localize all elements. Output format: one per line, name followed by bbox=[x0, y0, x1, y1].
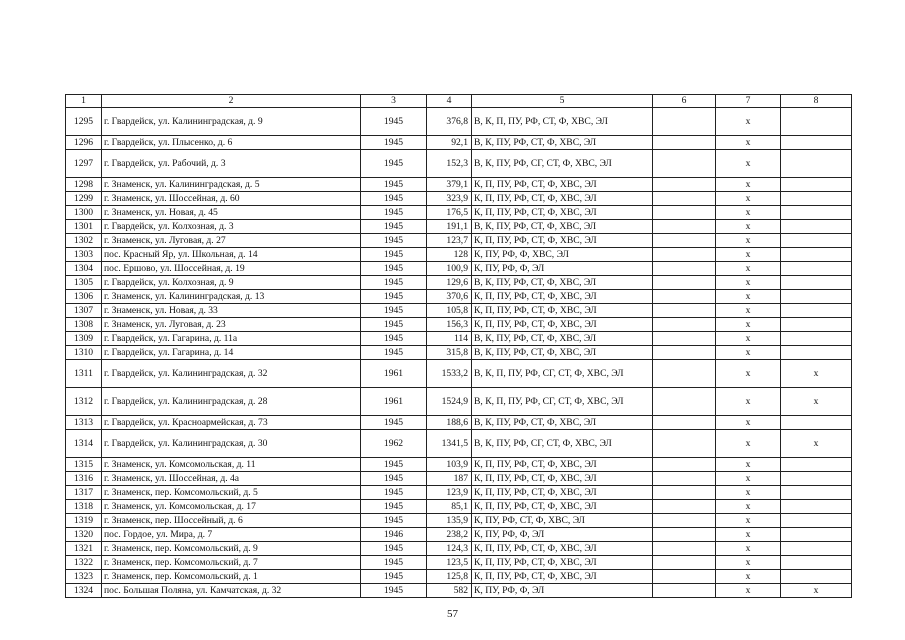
col7-mark-cell: х bbox=[716, 458, 781, 472]
row-number-cell: 1315 bbox=[66, 458, 102, 472]
table-row bbox=[66, 458, 852, 472]
row-number-cell: 1304 bbox=[66, 262, 102, 276]
area-cell: 191,1 bbox=[427, 220, 472, 234]
year-cell: 1945 bbox=[361, 234, 427, 248]
col8-mark-cell bbox=[781, 150, 852, 178]
col8-mark-cell bbox=[781, 556, 852, 570]
area-cell: 114 bbox=[427, 332, 472, 346]
col8-mark-cell bbox=[781, 528, 852, 542]
col7-mark-cell: х bbox=[716, 570, 781, 584]
works-cell: В, К, П, ПУ, РФ, СГ, СТ, Ф, ХВС, ЭЛ bbox=[472, 388, 653, 416]
row-number-cell: 1307 bbox=[66, 304, 102, 318]
col8-mark-cell bbox=[781, 178, 852, 192]
address-cell: г. Знаменск, ул. Комсомольская, д. 17 bbox=[102, 500, 361, 514]
col6-cell bbox=[653, 262, 716, 276]
address-cell: г. Знаменск, ул. Луговая, д. 27 bbox=[102, 234, 361, 248]
address-cell: г. Знаменск, ул. Калининградская, д. 13 bbox=[102, 290, 361, 304]
address-cell: г. Знаменск, пер. Комсомольский, д. 9 bbox=[102, 542, 361, 556]
col8-mark-cell: х bbox=[781, 584, 852, 598]
area-cell: 92,1 bbox=[427, 136, 472, 150]
works-cell: К, П, ПУ, РФ, СТ, Ф, ХВС, ЭЛ bbox=[472, 290, 653, 304]
col6-cell bbox=[653, 556, 716, 570]
row-number-cell: 1296 bbox=[66, 136, 102, 150]
col7-mark-cell: х bbox=[716, 388, 781, 416]
row-number-cell: 1322 bbox=[66, 556, 102, 570]
col7-mark-cell: х bbox=[716, 304, 781, 318]
col8-mark-cell bbox=[781, 136, 852, 150]
address-cell: пос. Ершово, ул. Шоссейная, д. 19 bbox=[102, 262, 361, 276]
works-cell: К, П, ПУ, РФ, СТ, Ф, ХВС, ЭЛ bbox=[472, 192, 653, 206]
document-sheet bbox=[65, 94, 851, 598]
year-cell: 1945 bbox=[361, 514, 427, 528]
area-cell: 124,3 bbox=[427, 542, 472, 556]
works-cell: К, П, ПУ, РФ, СТ, Ф, ХВС, ЭЛ bbox=[472, 458, 653, 472]
year-cell: 1945 bbox=[361, 556, 427, 570]
col8-mark-cell: х bbox=[781, 360, 852, 388]
row-number-cell: 1320 bbox=[66, 528, 102, 542]
col7-mark-cell: х bbox=[716, 500, 781, 514]
col8-mark-cell bbox=[781, 472, 852, 486]
col7-mark-cell: х bbox=[716, 192, 781, 206]
table-row bbox=[66, 500, 852, 514]
col6-cell bbox=[653, 570, 716, 584]
col8-mark-cell: х bbox=[781, 430, 852, 458]
table-row bbox=[66, 108, 852, 136]
col8-mark-cell bbox=[781, 108, 852, 136]
area-cell: 1533,2 bbox=[427, 360, 472, 388]
housing-table bbox=[65, 94, 852, 598]
address-cell: г. Гвардейск, ул. Красноармейская, д. 73 bbox=[102, 416, 361, 430]
year-cell: 1945 bbox=[361, 416, 427, 430]
table-row bbox=[66, 528, 852, 542]
works-cell: К, ПУ, РФ, Ф, ЭЛ bbox=[472, 584, 653, 598]
row-number-cell: 1317 bbox=[66, 486, 102, 500]
table-row bbox=[66, 220, 852, 234]
table-row bbox=[66, 542, 852, 556]
area-cell: 376,8 bbox=[427, 108, 472, 136]
year-cell: 1946 bbox=[361, 528, 427, 542]
works-cell: К, ПУ, РФ, Ф, ЭЛ bbox=[472, 262, 653, 276]
row-number-cell: 1309 bbox=[66, 332, 102, 346]
works-cell: В, К, ПУ, РФ, СГ, СТ, Ф, ХВС, ЭЛ bbox=[472, 150, 653, 178]
works-cell: К, ПУ, РФ, Ф, ЭЛ bbox=[472, 528, 653, 542]
year-cell: 1945 bbox=[361, 206, 427, 220]
area-cell: 100,9 bbox=[427, 262, 472, 276]
col7-mark-cell: х bbox=[716, 234, 781, 248]
col6-cell bbox=[653, 318, 716, 332]
col7-mark-cell: х bbox=[716, 136, 781, 150]
address-cell: г. Знаменск, пер. Шоссейный, д. 6 bbox=[102, 514, 361, 528]
area-cell: 1524,9 bbox=[427, 388, 472, 416]
area-cell: 152,3 bbox=[427, 150, 472, 178]
table-row bbox=[66, 472, 852, 486]
address-cell: пос. Красный Яр, ул. Школьная, д. 14 bbox=[102, 248, 361, 262]
col7-mark-cell: х bbox=[716, 472, 781, 486]
works-cell: К, П, ПУ, РФ, СТ, Ф, ХВС, ЭЛ bbox=[472, 178, 653, 192]
works-cell: В, К, ПУ, РФ, СГ, СТ, Ф, ХВС, ЭЛ bbox=[472, 430, 653, 458]
row-number-cell: 1313 bbox=[66, 416, 102, 430]
address-cell: г. Знаменск, ул. Комсомольская, д. 11 bbox=[102, 458, 361, 472]
row-number-cell: 1295 bbox=[66, 108, 102, 136]
col6-cell bbox=[653, 472, 716, 486]
header-cell: 4 bbox=[427, 95, 472, 108]
works-cell: К, П, ПУ, РФ, СТ, Ф, ХВС, ЭЛ bbox=[472, 318, 653, 332]
col8-mark-cell bbox=[781, 514, 852, 528]
table-row bbox=[66, 486, 852, 500]
col8-mark-cell bbox=[781, 500, 852, 514]
address-cell: г. Гвардейск, ул. Гагарина, д. 14 bbox=[102, 346, 361, 360]
row-number-cell: 1306 bbox=[66, 290, 102, 304]
col6-cell bbox=[653, 458, 716, 472]
row-number-cell: 1308 bbox=[66, 318, 102, 332]
col7-mark-cell: х bbox=[716, 346, 781, 360]
header-cell: 6 bbox=[653, 95, 716, 108]
col6-cell bbox=[653, 360, 716, 388]
col6-cell bbox=[653, 500, 716, 514]
col8-mark-cell bbox=[781, 234, 852, 248]
col6-cell bbox=[653, 220, 716, 234]
address-cell: г. Гвардейск, ул. Калининградская, д. 30 bbox=[102, 430, 361, 458]
row-number-cell: 1299 bbox=[66, 192, 102, 206]
works-cell: В, К, ПУ, РФ, СТ, Ф, ХВС, ЭЛ bbox=[472, 332, 653, 346]
col8-mark-cell bbox=[781, 318, 852, 332]
col6-cell bbox=[653, 192, 716, 206]
area-cell: 379,1 bbox=[427, 178, 472, 192]
col8-mark-cell bbox=[781, 206, 852, 220]
address-cell: г. Знаменск, ул. Луговая, д. 23 bbox=[102, 318, 361, 332]
works-cell: В, К, П, ПУ, РФ, СТ, Ф, ХВС, ЭЛ bbox=[472, 108, 653, 136]
area-cell: 123,5 bbox=[427, 556, 472, 570]
area-cell: 129,6 bbox=[427, 276, 472, 290]
col7-mark-cell: х bbox=[716, 584, 781, 598]
header-row bbox=[66, 95, 852, 108]
works-cell: В, К, ПУ, РФ, СТ, Ф, ХВС, ЭЛ bbox=[472, 346, 653, 360]
col6-cell bbox=[653, 430, 716, 458]
table-row bbox=[66, 178, 852, 192]
year-cell: 1945 bbox=[361, 346, 427, 360]
table-row bbox=[66, 416, 852, 430]
col7-mark-cell: х bbox=[716, 108, 781, 136]
year-cell: 1945 bbox=[361, 486, 427, 500]
col8-mark-cell bbox=[781, 570, 852, 584]
row-number-cell: 1303 bbox=[66, 248, 102, 262]
col6-cell bbox=[653, 234, 716, 248]
area-cell: 103,9 bbox=[427, 458, 472, 472]
works-cell: В, К, П, ПУ, РФ, СГ, СТ, Ф, ХВС, ЭЛ bbox=[472, 360, 653, 388]
col6-cell bbox=[653, 150, 716, 178]
col7-mark-cell: х bbox=[716, 318, 781, 332]
area-cell: 176,5 bbox=[427, 206, 472, 220]
col6-cell bbox=[653, 178, 716, 192]
col6-cell bbox=[653, 136, 716, 150]
year-cell: 1945 bbox=[361, 332, 427, 346]
col6-cell bbox=[653, 304, 716, 318]
year-cell: 1945 bbox=[361, 150, 427, 178]
address-cell: г. Гвардейск, ул. Гагарина, д. 11а bbox=[102, 332, 361, 346]
row-number-cell: 1312 bbox=[66, 388, 102, 416]
col8-mark-cell bbox=[781, 304, 852, 318]
col7-mark-cell: х bbox=[716, 248, 781, 262]
works-cell: К, П, ПУ, РФ, СТ, Ф, ХВС, ЭЛ bbox=[472, 570, 653, 584]
col7-mark-cell: х bbox=[716, 332, 781, 346]
address-cell: г. Гвардейск, ул. Рабочий, д. 3 bbox=[102, 150, 361, 178]
table-row bbox=[66, 206, 852, 220]
header-cell: 5 bbox=[472, 95, 653, 108]
table-row bbox=[66, 234, 852, 248]
table-row bbox=[66, 514, 852, 528]
works-cell: К, П, ПУ, РФ, СТ, Ф, ХВС, ЭЛ bbox=[472, 304, 653, 318]
col6-cell bbox=[653, 416, 716, 430]
area-cell: 370,6 bbox=[427, 290, 472, 304]
works-cell: К, П, ПУ, РФ, СТ, Ф, ХВС, ЭЛ bbox=[472, 542, 653, 556]
address-cell: г. Гвардейск, ул. Колхозная, д. 3 bbox=[102, 220, 361, 234]
col7-mark-cell: х bbox=[716, 360, 781, 388]
col6-cell bbox=[653, 206, 716, 220]
col8-mark-cell bbox=[781, 220, 852, 234]
works-cell: К, П, ПУ, РФ, СТ, Ф, ХВС, ЭЛ bbox=[472, 234, 653, 248]
col7-mark-cell: х bbox=[716, 178, 781, 192]
table-body bbox=[66, 108, 852, 598]
col6-cell bbox=[653, 276, 716, 290]
works-cell: К, П, ПУ, РФ, СТ, Ф, ХВС, ЭЛ bbox=[472, 556, 653, 570]
row-number-cell: 1301 bbox=[66, 220, 102, 234]
col7-mark-cell: х bbox=[716, 290, 781, 304]
col6-cell bbox=[653, 108, 716, 136]
header-cell: 3 bbox=[361, 95, 427, 108]
row-number-cell: 1316 bbox=[66, 472, 102, 486]
col6-cell bbox=[653, 332, 716, 346]
address-cell: г. Гвардейск, ул. Калининградская, д. 32 bbox=[102, 360, 361, 388]
year-cell: 1945 bbox=[361, 220, 427, 234]
col6-cell bbox=[653, 514, 716, 528]
area-cell: 125,8 bbox=[427, 570, 472, 584]
works-cell: К, П, ПУ, РФ, СТ, Ф, ХВС, ЭЛ bbox=[472, 486, 653, 500]
row-number-cell: 1305 bbox=[66, 276, 102, 290]
row-number-cell: 1319 bbox=[66, 514, 102, 528]
area-cell: 128 bbox=[427, 248, 472, 262]
col7-mark-cell: х bbox=[716, 528, 781, 542]
year-cell: 1945 bbox=[361, 178, 427, 192]
address-cell: г. Знаменск, пер. Комсомольский, д. 1 bbox=[102, 570, 361, 584]
address-cell: г. Знаменск, пер. Комсомольский, д. 5 bbox=[102, 486, 361, 500]
table-row bbox=[66, 584, 852, 598]
col7-mark-cell: х bbox=[716, 486, 781, 500]
col7-mark-cell: х bbox=[716, 206, 781, 220]
col6-cell bbox=[653, 584, 716, 598]
row-number-cell: 1324 bbox=[66, 584, 102, 598]
col7-mark-cell: х bbox=[716, 416, 781, 430]
col6-cell bbox=[653, 486, 716, 500]
col8-mark-cell bbox=[781, 262, 852, 276]
year-cell: 1945 bbox=[361, 500, 427, 514]
year-cell: 1945 bbox=[361, 276, 427, 290]
year-cell: 1961 bbox=[361, 388, 427, 416]
table-row bbox=[66, 136, 852, 150]
works-cell: К, П, ПУ, РФ, СТ, Ф, ХВС, ЭЛ bbox=[472, 500, 653, 514]
col6-cell bbox=[653, 528, 716, 542]
address-cell: г. Гвардейск, ул. Калининградская, д. 9 bbox=[102, 108, 361, 136]
year-cell: 1945 bbox=[361, 136, 427, 150]
year-cell: 1945 bbox=[361, 472, 427, 486]
area-cell: 188,6 bbox=[427, 416, 472, 430]
year-cell: 1945 bbox=[361, 542, 427, 556]
year-cell: 1945 bbox=[361, 192, 427, 206]
header-cell: 2 bbox=[102, 95, 361, 108]
row-number-cell: 1314 bbox=[66, 430, 102, 458]
table-row bbox=[66, 318, 852, 332]
works-cell: В, К, ПУ, РФ, СТ, Ф, ХВС, ЭЛ bbox=[472, 220, 653, 234]
col8-mark-cell bbox=[781, 486, 852, 500]
area-cell: 156,3 bbox=[427, 318, 472, 332]
year-cell: 1945 bbox=[361, 262, 427, 276]
col8-mark-cell bbox=[781, 192, 852, 206]
table-row bbox=[66, 262, 852, 276]
area-cell: 187 bbox=[427, 472, 472, 486]
year-cell: 1945 bbox=[361, 108, 427, 136]
table-row bbox=[66, 276, 852, 290]
table-row bbox=[66, 556, 852, 570]
works-cell: В, К, ПУ, РФ, СТ, Ф, ХВС, ЭЛ bbox=[472, 416, 653, 430]
col8-mark-cell bbox=[781, 346, 852, 360]
col6-cell bbox=[653, 248, 716, 262]
works-cell: К, П, ПУ, РФ, СТ, Ф, ХВС, ЭЛ bbox=[472, 472, 653, 486]
address-cell: г. Знаменск, пер. Комсомольский, д. 7 bbox=[102, 556, 361, 570]
address-cell: г. Знаменск, ул. Новая, д. 33 bbox=[102, 304, 361, 318]
row-number-cell: 1318 bbox=[66, 500, 102, 514]
works-cell: В, К, ПУ, РФ, СТ, Ф, ХВС, ЭЛ bbox=[472, 136, 653, 150]
address-cell: г. Гвардейск, ул. Плысенко, д. 6 bbox=[102, 136, 361, 150]
row-number-cell: 1298 bbox=[66, 178, 102, 192]
col8-mark-cell bbox=[781, 332, 852, 346]
year-cell: 1945 bbox=[361, 304, 427, 318]
col6-cell bbox=[653, 388, 716, 416]
col8-mark-cell bbox=[781, 248, 852, 262]
area-cell: 582 bbox=[427, 584, 472, 598]
col6-cell bbox=[653, 542, 716, 556]
col7-mark-cell: х bbox=[716, 150, 781, 178]
area-cell: 85,1 bbox=[427, 500, 472, 514]
col6-cell bbox=[653, 290, 716, 304]
year-cell: 1945 bbox=[361, 318, 427, 332]
area-cell: 135,9 bbox=[427, 514, 472, 528]
address-cell: г. Знаменск, ул. Новая, д. 45 bbox=[102, 206, 361, 220]
page-number: 57 bbox=[447, 608, 458, 620]
row-number-cell: 1297 bbox=[66, 150, 102, 178]
col8-mark-cell bbox=[781, 290, 852, 304]
row-number-cell: 1321 bbox=[66, 542, 102, 556]
area-cell: 123,7 bbox=[427, 234, 472, 248]
address-cell: г. Знаменск, ул. Калининградская, д. 5 bbox=[102, 178, 361, 192]
area-cell: 105,8 bbox=[427, 304, 472, 318]
table-row bbox=[66, 248, 852, 262]
address-cell: г. Гвардейск, ул. Колхозная, д. 9 bbox=[102, 276, 361, 290]
row-number-cell: 1310 bbox=[66, 346, 102, 360]
year-cell: 1945 bbox=[361, 290, 427, 304]
table-row bbox=[66, 346, 852, 360]
address-cell: пос. Большая Поляна, ул. Камчатская, д. 32 bbox=[102, 584, 361, 598]
table-row bbox=[66, 192, 852, 206]
col8-mark-cell: х bbox=[781, 388, 852, 416]
header-cell: 8 bbox=[781, 95, 852, 108]
col7-mark-cell: х bbox=[716, 262, 781, 276]
area-cell: 323,9 bbox=[427, 192, 472, 206]
col8-mark-cell bbox=[781, 276, 852, 290]
works-cell: В, К, ПУ, РФ, СТ, Ф, ХВС, ЭЛ bbox=[472, 276, 653, 290]
col7-mark-cell: х bbox=[716, 276, 781, 290]
area-cell: 238,2 bbox=[427, 528, 472, 542]
year-cell: 1945 bbox=[361, 584, 427, 598]
address-cell: г. Знаменск, ул. Шоссейная, д. 4а bbox=[102, 472, 361, 486]
area-cell: 315,8 bbox=[427, 346, 472, 360]
works-cell: К, ПУ, РФ, Ф, ХВС, ЭЛ bbox=[472, 248, 653, 262]
row-number-cell: 1311 bbox=[66, 360, 102, 388]
table-row bbox=[66, 304, 852, 318]
table-row bbox=[66, 570, 852, 584]
year-cell: 1945 bbox=[361, 570, 427, 584]
works-cell: К, П, ПУ, РФ, СТ, Ф, ХВС, ЭЛ bbox=[472, 206, 653, 220]
works-cell: К, ПУ, РФ, СТ, Ф, ХВС, ЭЛ bbox=[472, 514, 653, 528]
col8-mark-cell bbox=[781, 458, 852, 472]
address-cell: г. Гвардейск, ул. Калининградская, д. 28 bbox=[102, 388, 361, 416]
area-cell: 1341,5 bbox=[427, 430, 472, 458]
header-cell: 7 bbox=[716, 95, 781, 108]
col8-mark-cell bbox=[781, 416, 852, 430]
table-row bbox=[66, 430, 852, 458]
col7-mark-cell: х bbox=[716, 542, 781, 556]
year-cell: 1962 bbox=[361, 430, 427, 458]
col7-mark-cell: х bbox=[716, 514, 781, 528]
col7-mark-cell: х bbox=[716, 430, 781, 458]
row-number-cell: 1323 bbox=[66, 570, 102, 584]
header-cell: 1 bbox=[66, 95, 102, 108]
address-cell: пос. Гордое, ул. Мира, д. 7 bbox=[102, 528, 361, 542]
table-row bbox=[66, 290, 852, 304]
area-cell: 123,9 bbox=[427, 486, 472, 500]
table-row bbox=[66, 360, 852, 388]
col7-mark-cell: х bbox=[716, 556, 781, 570]
col7-mark-cell: х bbox=[716, 220, 781, 234]
row-number-cell: 1300 bbox=[66, 206, 102, 220]
col6-cell bbox=[653, 346, 716, 360]
table-row bbox=[66, 150, 852, 178]
row-number-cell: 1302 bbox=[66, 234, 102, 248]
year-cell: 1945 bbox=[361, 248, 427, 262]
address-cell: г. Знаменск, ул. Шоссейная, д. 60 bbox=[102, 192, 361, 206]
table-row bbox=[66, 388, 852, 416]
table-row bbox=[66, 332, 852, 346]
col8-mark-cell bbox=[781, 542, 852, 556]
year-cell: 1945 bbox=[361, 458, 427, 472]
year-cell: 1961 bbox=[361, 360, 427, 388]
